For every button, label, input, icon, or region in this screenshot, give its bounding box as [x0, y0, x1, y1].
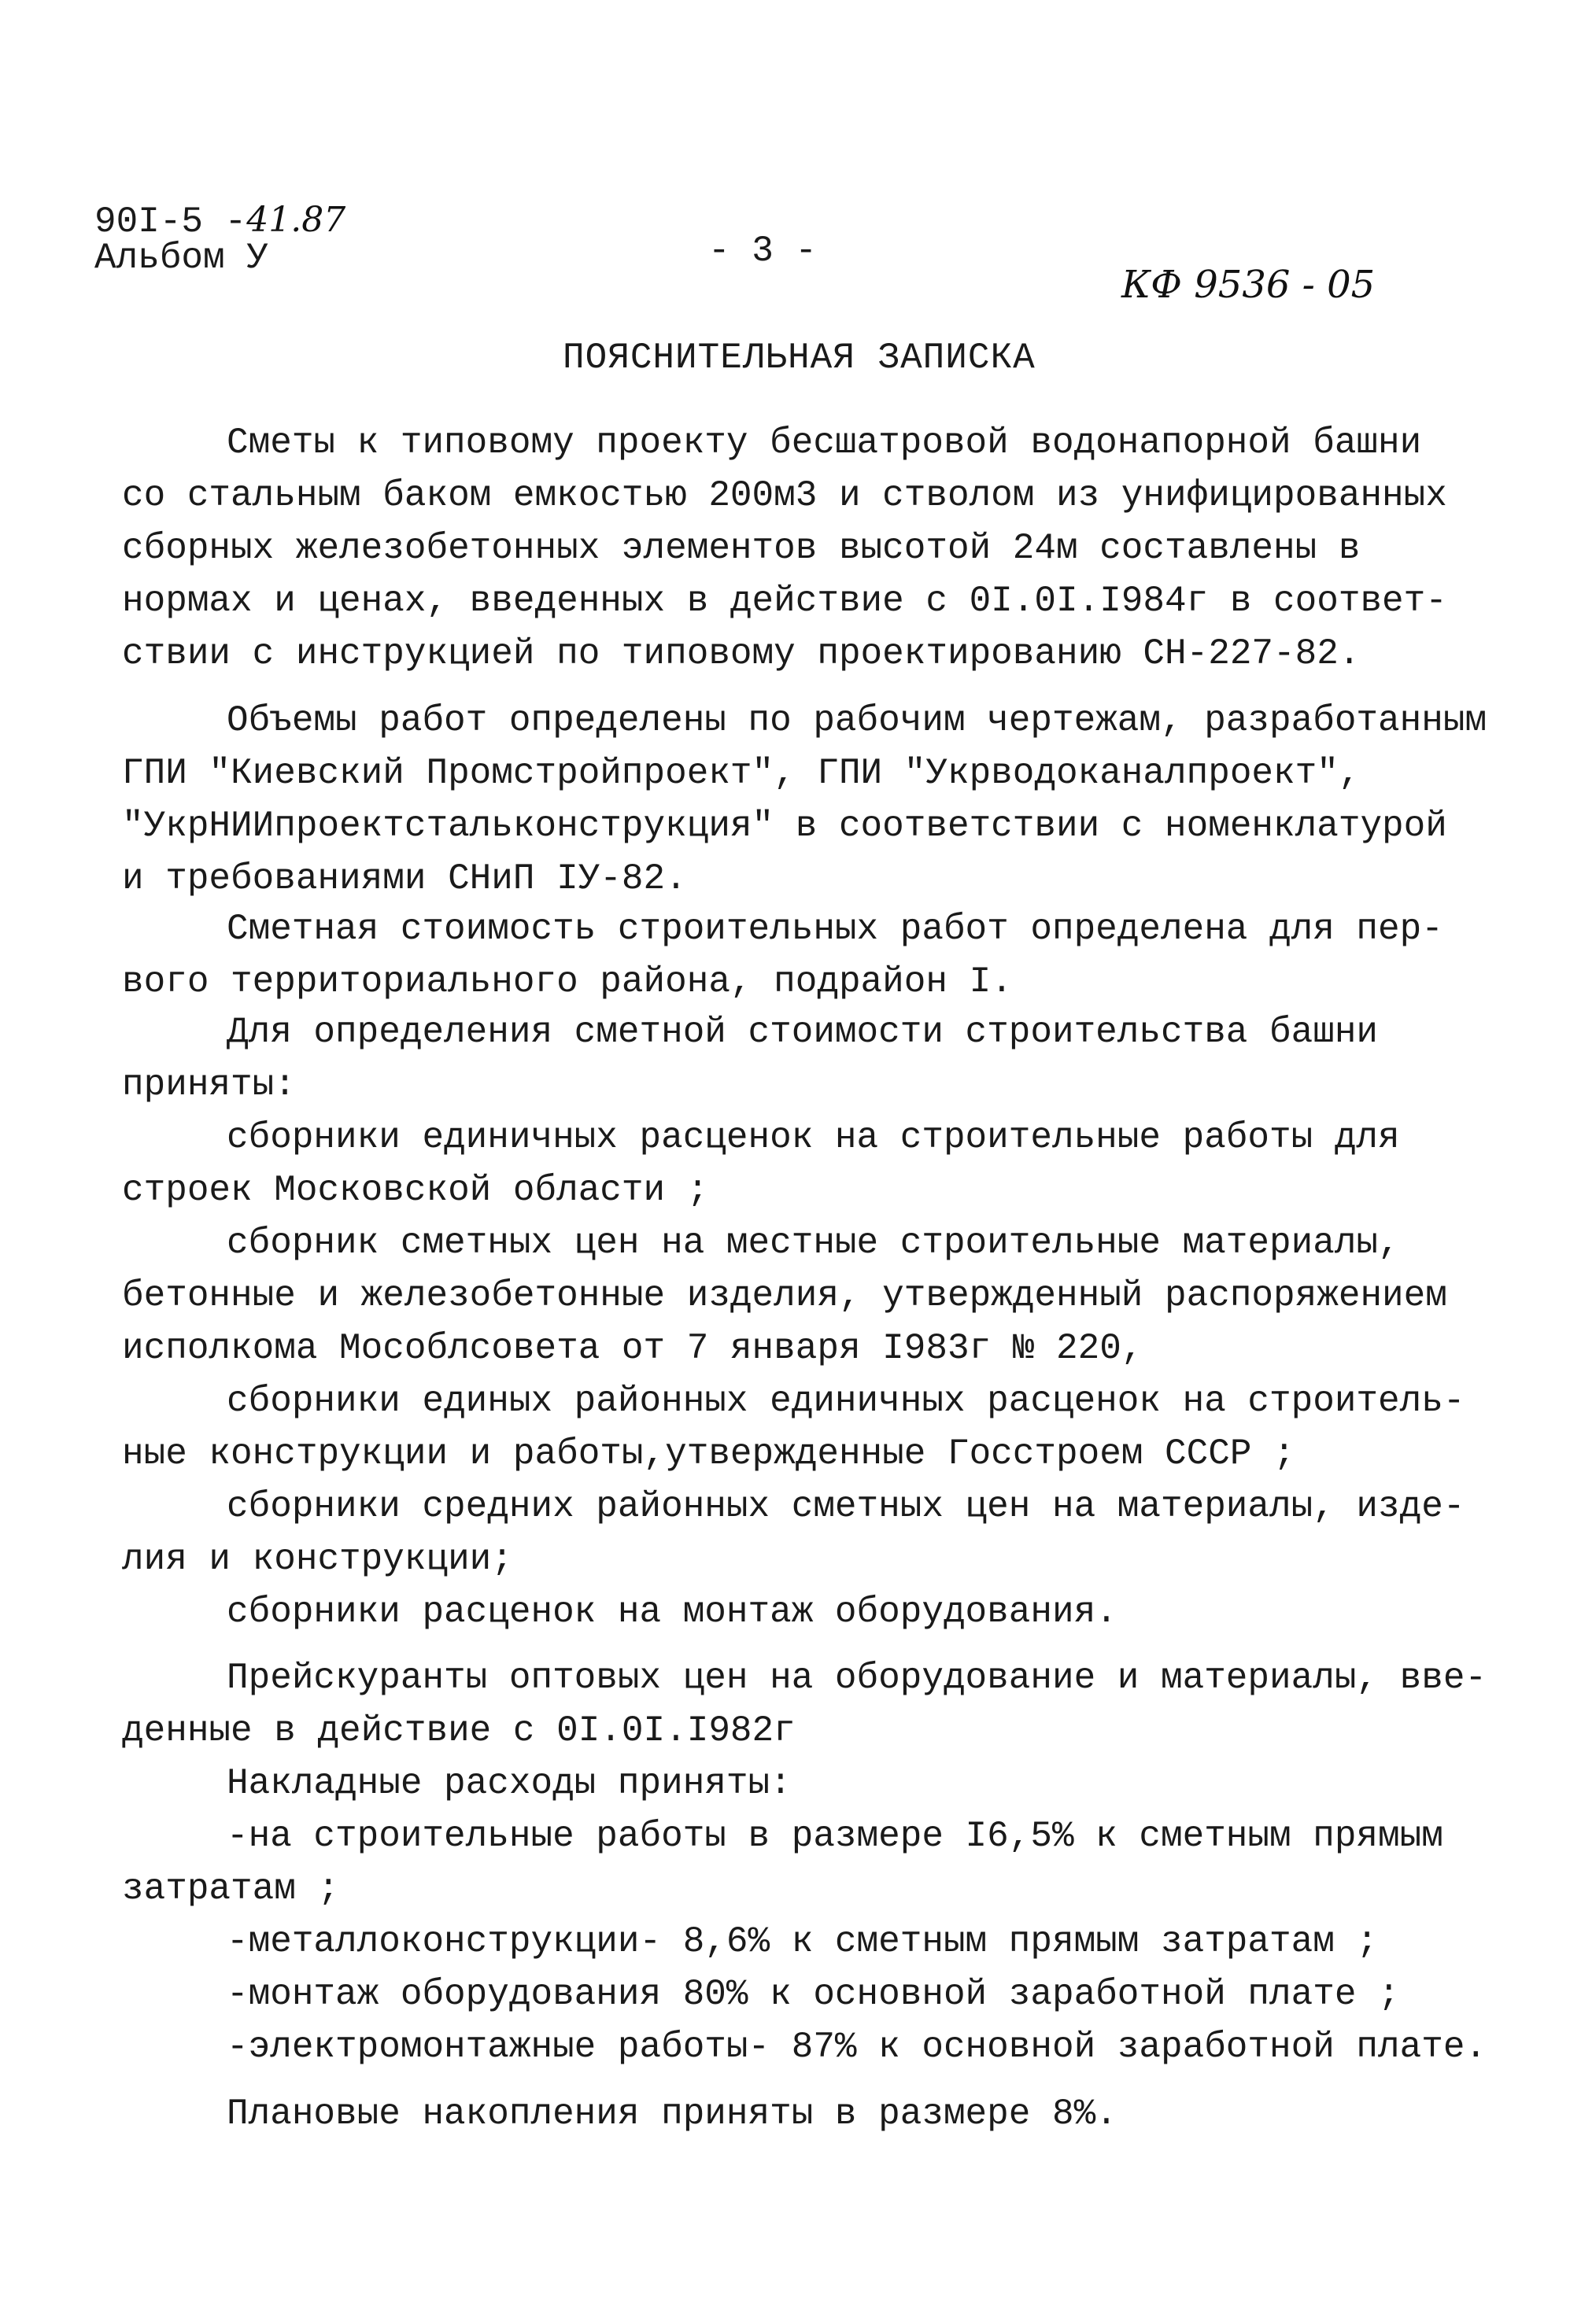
- text-line: приняты:: [122, 1064, 296, 1105]
- text-line: сборники расценок на монтаж оборудования.: [227, 1592, 1117, 1632]
- text-line: Прейскуранты оптовых цен на оборудование и материалы, вве-: [227, 1658, 1487, 1699]
- text-line: Плановые накопления приняты в размере 8%.: [227, 2093, 1117, 2134]
- text-line: сборник сметных цен на местные строительные материалы,: [227, 1223, 1400, 1263]
- text-line: Для определения сметной стоимости строительства башни: [227, 1012, 1379, 1053]
- text-line: Объемы работ определены по рабочим чертежам, разработанным: [227, 700, 1487, 741]
- text-line: ГПИ "Киевский Промстройпроект", ГПИ "Укрводоканалпроект",: [122, 753, 1361, 794]
- document-code-handwritten: 41.87: [246, 200, 346, 240]
- text-line: нормах и ценах, введенных в действие с 0I.0I.I984г в соответ-: [122, 581, 1447, 622]
- page-title: ПОЯСНИТЕЛЬНАЯ ЗАПИСКА: [563, 338, 1036, 378]
- text-line: -металлоконструкции- 8,6% к сметным прямым затратам ;: [227, 1921, 1379, 1962]
- text-line: -на строительные работы в размере I6,5% к сметным прямым: [227, 1816, 1443, 1857]
- album-label: Альбом У: [94, 238, 268, 279]
- text-line: бетонные и железобетонные изделия, утвержденный распоряжением: [122, 1275, 1447, 1316]
- page-number: - 3 -: [708, 231, 818, 271]
- text-line: строек Московской области ;: [122, 1170, 709, 1211]
- text-line: -монтаж оборудования 80% к основной заработной плате ;: [227, 1974, 1400, 2015]
- text-line: сборники средних районных сметных цен на материалы, изде-: [227, 1486, 1465, 1527]
- text-line: Сметы к типовому проекту бесшатровой водонапорной башни: [227, 422, 1422, 463]
- text-line: сборники единичных расценок на строительные работы для: [227, 1117, 1400, 1158]
- text-line: сборных железобетонных элементов высотой 24м составлены в: [122, 528, 1361, 569]
- text-line: лия и конструкции;: [122, 1539, 513, 1580]
- text-line: Сметная стоимость строительных работ определена для пер-: [227, 909, 1443, 950]
- text-line: ствии с инструкцией по типовому проектированию СН-227-82.: [122, 633, 1361, 674]
- text-line: со стальным баком емкостью 200м3 и стволом из унифицированных: [122, 475, 1447, 516]
- text-line: вого территориального района, подрайон I.: [122, 961, 1013, 1002]
- text-line: затратам ;: [122, 1868, 340, 1909]
- document-code: [94, 200, 346, 242]
- text-line: -электромонтажные работы- 87% к основной заработной плате.: [227, 2027, 1487, 2068]
- text-line: исполкома Мособлсовета от 7 января I983г № 220,: [122, 1328, 1143, 1369]
- text-line: и требованиями СНиП IУ-82.: [122, 858, 687, 899]
- text-line: денные в действие с 0I.0I.I982г: [122, 1710, 796, 1751]
- text-line: сборники единых районных единичных расценок на строитель-: [227, 1381, 1465, 1422]
- document-code-printed: 90I-5 -: [94, 201, 247, 242]
- stamp-code-handwritten: КФ 9536 - 05: [1121, 263, 1376, 307]
- text-line: ные конструкции и работы,утвержденные Госстроем СССР ;: [122, 1433, 1295, 1474]
- text-line: "УкрНИИпроектстальконструкция" в соответствии с номенклатурой: [122, 806, 1447, 847]
- text-line: Накладные расходы приняты:: [227, 1763, 792, 1804]
